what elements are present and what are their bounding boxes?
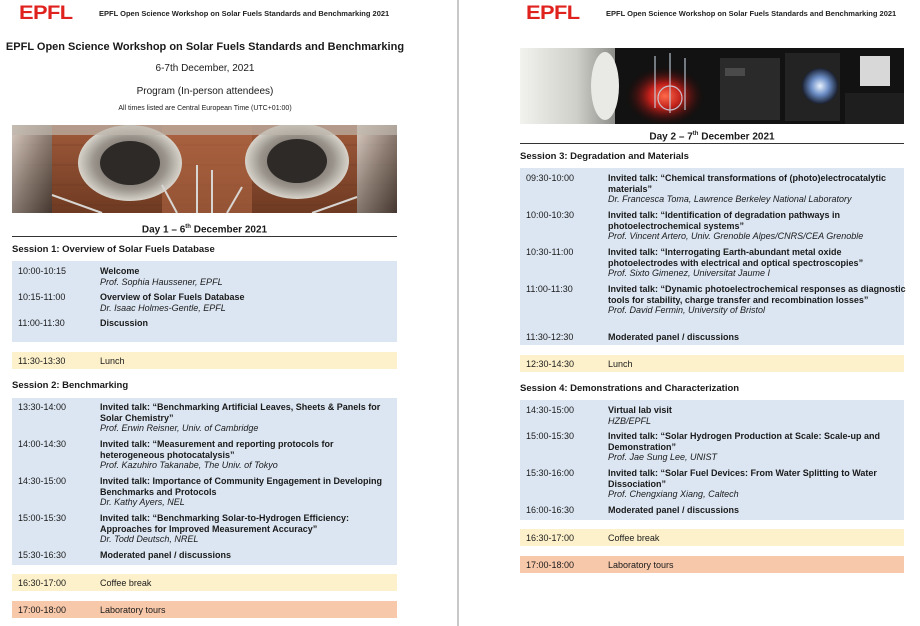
row-desc <box>608 431 908 463</box>
row-time: 13:30-14:00 <box>18 402 67 412</box>
row-time: 17:00-18:00 <box>18 605 67 615</box>
row-title: Discussion <box>100 318 149 328</box>
row-title: Moderated panel / discussions <box>608 505 740 515</box>
header-title: EPFL Open Science Workshop on Solar Fuels Standards and Benchmarking 2021 <box>99 9 390 18</box>
row-time: 14:00-14:30 <box>18 439 67 449</box>
row-title: Welcome <box>100 266 140 276</box>
day1-title-prefix: Day 1 – 6 <box>141 224 186 236</box>
row-time: 09:30-10:00 <box>526 173 575 183</box>
session1-title: Session 1: Overview of Solar Fuels Database <box>12 244 215 255</box>
row-time: 15:30-16:30 <box>18 550 67 560</box>
row-time: 11:00-11:30 <box>18 318 65 328</box>
row-speaker: Dr. Todd Deutsch, NREL <box>100 534 199 544</box>
row-desc <box>608 468 908 500</box>
row-desc <box>608 247 908 279</box>
row-speaker: Dr. Isaac Holmes-Gentle, EPFL <box>100 302 226 313</box>
session2-title: Session 2: Benchmarking <box>12 380 129 391</box>
row-title: Invited talk: “Dynamic photoelectrochemical responses as diagnostic tools for stability, charge transfer and recombination losses” <box>608 284 906 305</box>
row-desc <box>100 578 400 589</box>
row-time: 14:30-15:00 <box>526 405 575 415</box>
row-desc <box>100 439 400 471</box>
row-speaker: Prof. David Fermin, University of Bristol <box>608 305 766 315</box>
row-desc <box>608 332 908 343</box>
row-time: 10:15-11:00 <box>18 292 66 302</box>
row-speaker: Dr. Francesca Toma, Lawrence Berkeley National Laboratory <box>608 194 852 204</box>
lab-equipment-photo <box>520 48 904 124</box>
row-desc <box>608 560 908 571</box>
row-title: Overview of Solar Fuels Database <box>100 292 245 302</box>
timezone-note: All times listed are Central European Time (UTC+01:00) <box>118 105 292 112</box>
row-desc <box>100 550 400 561</box>
row-speaker: Prof. Vincent Artero, Univ. Grenoble Alpes/CNRS/CEA Grenoble <box>608 231 864 241</box>
row-time: 15:30-16:00 <box>526 468 575 478</box>
row-time: 11:00-11:30 <box>526 284 573 294</box>
row-title: Moderated panel / discussions <box>608 332 740 342</box>
row-speaker: HZB/EPFL <box>608 415 652 426</box>
row-title: Invited talk: “Benchmarking Solar-to-Hydrogen Efficiency: Approaches for Improved Measurement Accuracy” <box>100 513 350 534</box>
row-time: 10:30-11:00 <box>526 247 574 257</box>
lab-reactors-image <box>12 125 397 213</box>
row-desc <box>608 505 908 516</box>
row-label: Lunch <box>100 356 125 366</box>
row-time: 11:30-13:30 <box>18 356 66 366</box>
row-title: Invited talk: “Solar Hydrogen Production at Scale: Scale-up and Demonstration” <box>608 431 881 452</box>
row-speaker: Prof. Sophia Haussener, EPFL <box>100 276 223 287</box>
row-title: Moderated panel / discussions <box>100 550 232 560</box>
row-title: Invited talk: “Solar Fuel Devices: From Water Splitting to Water Dissociation” <box>608 468 877 489</box>
row-time: 16:30-17:00 <box>18 578 67 588</box>
row-title: Virtual lab visit <box>608 405 672 415</box>
row-time: 11:30-12:30 <box>526 332 574 342</box>
row-speaker: Prof. Sixto Gimenez, Universitat Jaume I <box>608 268 771 278</box>
row-time: 16:30-17:00 <box>526 533 575 543</box>
program-page-day1 <box>0 0 457 626</box>
row-speaker: Prof. Kazuhiro Takanabe, The Univ. of Tokyo <box>100 460 278 470</box>
row-title: Invited talk: “Identification of degradation pathways in photoelectrochemical systems” <box>608 210 841 231</box>
workshop-title: EPFL Open Science Workshop on Solar Fuels Standards and Benchmarking <box>5 41 405 53</box>
row-title: Invited talk: Importance of Community Engagement in Developing Benchmarks and Protocols <box>100 476 383 497</box>
session4-title: Session 4: Demonstrations and Characterization <box>520 383 740 394</box>
day2-title <box>520 131 904 144</box>
row-speaker: Prof. Jae Sung Lee, UNIST <box>608 452 718 462</box>
row-label: Coffee break <box>100 578 152 588</box>
row-desc <box>100 318 400 329</box>
row-time: 12:30-14:30 <box>526 359 575 369</box>
program-label: Program (In-person attendees) <box>136 86 274 97</box>
row-time: 10:00-10:30 <box>526 210 575 220</box>
day2-title-prefix: Day 2 – 7 <box>649 131 693 143</box>
row-time: 15:00-15:30 <box>526 431 575 441</box>
row-speaker: Dr. Kathy Ayers, NEL <box>100 497 185 507</box>
row-desc <box>100 513 400 545</box>
lab-reactors-photo <box>12 125 397 213</box>
row-speaker: Prof. Erwin Reisner, Univ. of Cambridge <box>100 423 259 433</box>
row-desc <box>608 533 908 544</box>
row-title: Invited talk: “Measurement and reporting protocols for heterogeneous photocatalysis” <box>100 439 334 460</box>
day1-title <box>12 224 397 237</box>
day1-title-sup: th <box>185 224 191 230</box>
row-time: 10:00-10:15 <box>18 266 67 276</box>
day2-title-sup: th <box>692 131 699 137</box>
row-desc <box>608 210 908 242</box>
row-speaker: Prof. Chengxiang Xiang, Caltech <box>608 489 739 499</box>
row-desc <box>608 359 908 370</box>
row-label: Laboratory tours <box>100 605 166 615</box>
row-desc <box>100 292 400 313</box>
row-desc <box>100 402 400 434</box>
row-desc <box>100 476 400 508</box>
row-desc <box>100 605 400 616</box>
day1-title-suffix: December 2021 <box>190 224 268 236</box>
row-time: 17:00-18:00 <box>526 560 575 570</box>
row-desc <box>100 266 400 287</box>
row-desc <box>608 173 908 205</box>
row-label: Lunch <box>608 359 633 369</box>
row-time: 16:00-16:30 <box>526 505 575 515</box>
row-label: Laboratory tours <box>608 560 674 570</box>
row-time: 15:00-15:30 <box>18 513 67 523</box>
row-desc <box>608 405 908 426</box>
row-title: Invited talk: “Benchmarking Artificial Leaves, Sheets & Panels for Solar Chemistry” <box>100 402 381 423</box>
day2-title-suffix: December 2021 <box>698 131 775 143</box>
page-divider <box>457 0 459 626</box>
row-label: Coffee break <box>608 533 660 543</box>
workshop-dates: 6-7th December, 2021 <box>155 63 255 74</box>
epfl-logo: EPFL <box>19 3 73 24</box>
lab-equipment-image <box>520 48 904 124</box>
epfl-logo: EPFL <box>526 3 580 24</box>
row-desc <box>100 356 400 367</box>
program-page-day2 <box>460 0 920 626</box>
header-title: EPFL Open Science Workshop on Solar Fuels Standards and Benchmarking 2021 <box>606 9 897 18</box>
row-desc <box>608 284 908 316</box>
row-title: Invited talk: “Interrogating Earth-abundant metal oxide photoelectrodes with electrical and optical spectroscopies” <box>608 247 864 268</box>
session3-title: Session 3: Degradation and Materials <box>520 151 689 162</box>
row-time: 14:30-15:00 <box>18 476 67 486</box>
row-title: Invited talk: “Chemical transformations of (photo)electrocatalytic materials” <box>608 173 887 194</box>
